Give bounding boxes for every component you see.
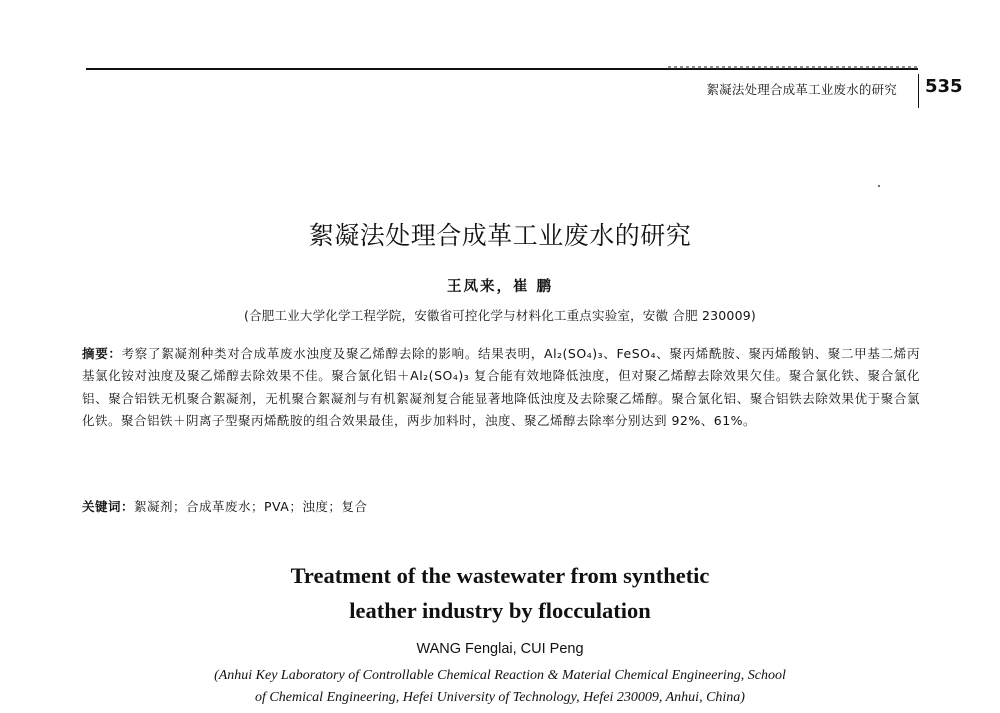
running-title: 絮凝法处理合成革工业废水的研究 (706, 82, 897, 97)
english-authors: WANG Fenglai, CUI Peng (416, 641, 584, 657)
english-affiliation-line-2: of Chemical Engineering, Hefei University of Technology, Hefei 230009, Anhui, China) (255, 690, 745, 705)
english-title (0, 558, 1000, 628)
english-affiliation (0, 665, 1000, 709)
keywords (82, 497, 920, 515)
chinese-title: 絮凝法处理合成革工业废水的研究 (308, 221, 692, 250)
page-number: 535 (925, 76, 963, 97)
abstract-label: 摘要： (82, 346, 122, 361)
english-title-line-1: Treatment of the wastewater from synthetic (290, 563, 710, 588)
abstract-text: 考察了絮凝剂种类对合成革废水浊度及聚乙烯醇去除的影响。结果表明，Al₂(SO₄)₃、FeSO₄、聚丙烯酰胺、聚丙烯酸钠、聚二甲基二烯丙基氯化铵对浊度及聚乙烯醇去除效果不佳。聚合氯化铝＋Al₂(SO₄)₃ 复合能有效地降低浊度，但对聚乙烯醇去除效果欠佳。聚合氯化铁、聚合氯化铝、聚合铝铁无机聚合絮凝剂，无机聚合絮凝剂与有机絮凝剂复合能显著地降低浊度及去除聚乙烯醇。聚合氯化铝、聚合铝铁去除效果优于聚合氯化铁。聚合铝铁＋阴离子型聚丙烯酰胺的组合效果最佳，两步加料时，浊度、聚乙烯醇去除率分别达到 92%、61%。 (82, 346, 920, 429)
scan-speck (878, 185, 880, 187)
chinese-authors: 王凤来，崔 鹏 (446, 278, 554, 295)
keywords-text: 絮凝剂；合成革废水；PVA；浊度；复合 (134, 499, 368, 514)
chinese-affiliation: (合肥工业大学化学工程学院，安徽省可控化学与材料化工重点实验室，安徽 合肥 230009) (244, 308, 756, 323)
english-title-line-2: leather industry by flocculation (349, 598, 651, 623)
keywords-label: 关键词： (82, 499, 135, 514)
english-affiliation-line-1: (Anhui Key Laboratory of Controllable Chemical Reaction & Material Chemical Engineering, School (214, 668, 786, 683)
abstract (82, 343, 920, 433)
page-number-divider (918, 74, 919, 108)
header-rule (86, 68, 918, 70)
